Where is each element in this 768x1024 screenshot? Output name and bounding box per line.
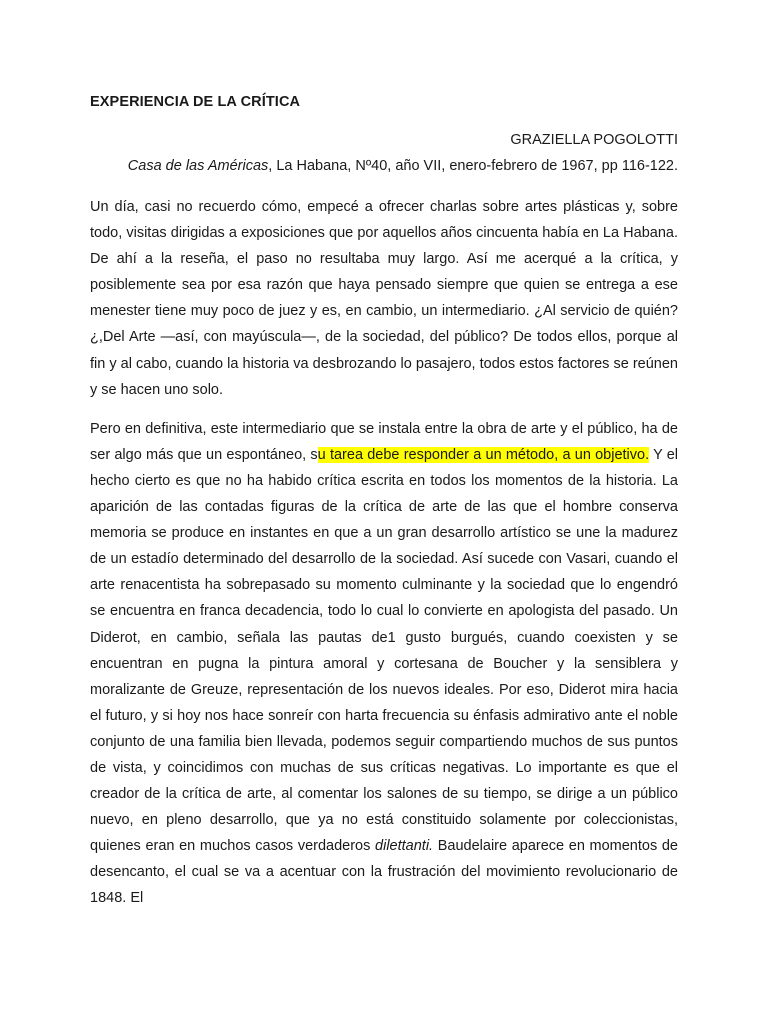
publication-name: Casa de las Américas [127,158,269,174]
italic-term: dilettanti. [375,838,434,855]
paragraph-2-text-start: Pero en definitiva, este intermediario que se instala entre la obra de arte y el público, ha de ser algo más que un espontáneo, s [90,420,678,463]
author-name: GRAZIELLA POGOLOTTI [510,132,678,148]
publication-details: , La Habana, Nº40, año VII, enero-febrero de 1967, pp 116-122. [268,158,678,174]
document-body [90,92,678,925]
paragraph-2-text-end: Baudelaire aparece en momentos de desencanto, el cual se va a acentuar con la frustración del movimiento revolucionario de 1848. El [90,838,678,907]
paragraph-2 [90,416,678,912]
highlighted-text: u tarea debe responder a un método, a un objetivo. [317,446,650,463]
paragraph-1: Un día, casi no recuerdo cómo, empecé a ofrecer charlas sobre artes plásticas y, sobre todo, visitas dirigidas a exposiciones que por aquellos años cincuenta había en La Habana. De ahí a la reseña, el paso no resultaba muy largo. Así me acerqué a la crítica, y posiblemente sea por esa razón que haya pensado siempre que quien se entrega a ese menester tiene muy poco de juez y es, en cambio, un intermediario. ¿Al servicio de quién? ¿,Del Arte —así, con mayúscula—, de la sociedad, del público? De todos ellos, porque al fin y al cabo, cuando la historia va desbrozando lo pasajero, todos estos factores se reúnen y se hacen uno solo. [90,199,678,398]
source-citation [90,156,678,176]
paragraph-2-text-middle: Y el hecho cierto es que no ha habido crítica escrita en todos los momentos de la historia. La aparición de las contadas figuras de la crítica de arte de las que el hombre conserva memoria se produce en instantes en que a un gran desarrollo artístico se une la madurez de un estadío determinado del desarrollo de la sociedad. Así sucede con Vasari, cuando el arte renacentista ha sobrepasado su momento culminante y la sociedad que lo engendró se encuentra en franca decadencia, todo lo cual lo convierte en apologista del pasado. Un Diderot, en cambio, señala las pautas de1 gusto burgués, cuando coexisten y se encuentran en pugna la pintura amoral y cortesana de Boucher y la sensiblera y moralizante de Greuze, representación de los nuevos ideales. Por eso, Diderot mira hacia el futuro, y si hoy nos hace sonreír con harta frecuencia su énfasis admirativo ante el noble conjunto de una familia bien llevada, podemos seguir compartiendo muchos de sus puntos de vista, y coincidimos con muchas de sus críticas negativas. Lo importante es que el creador de la crítica de arte, al comentar los salones de su tiempo, se dirige a un público nuevo, en pleno desarrollo, que ya no está constituido solamente por coleccionistas, quienes eran en muchos casos verdaderos [90,446,678,855]
document-title: EXPERIENCIA DE LA CRÍTICA [90,94,301,110]
